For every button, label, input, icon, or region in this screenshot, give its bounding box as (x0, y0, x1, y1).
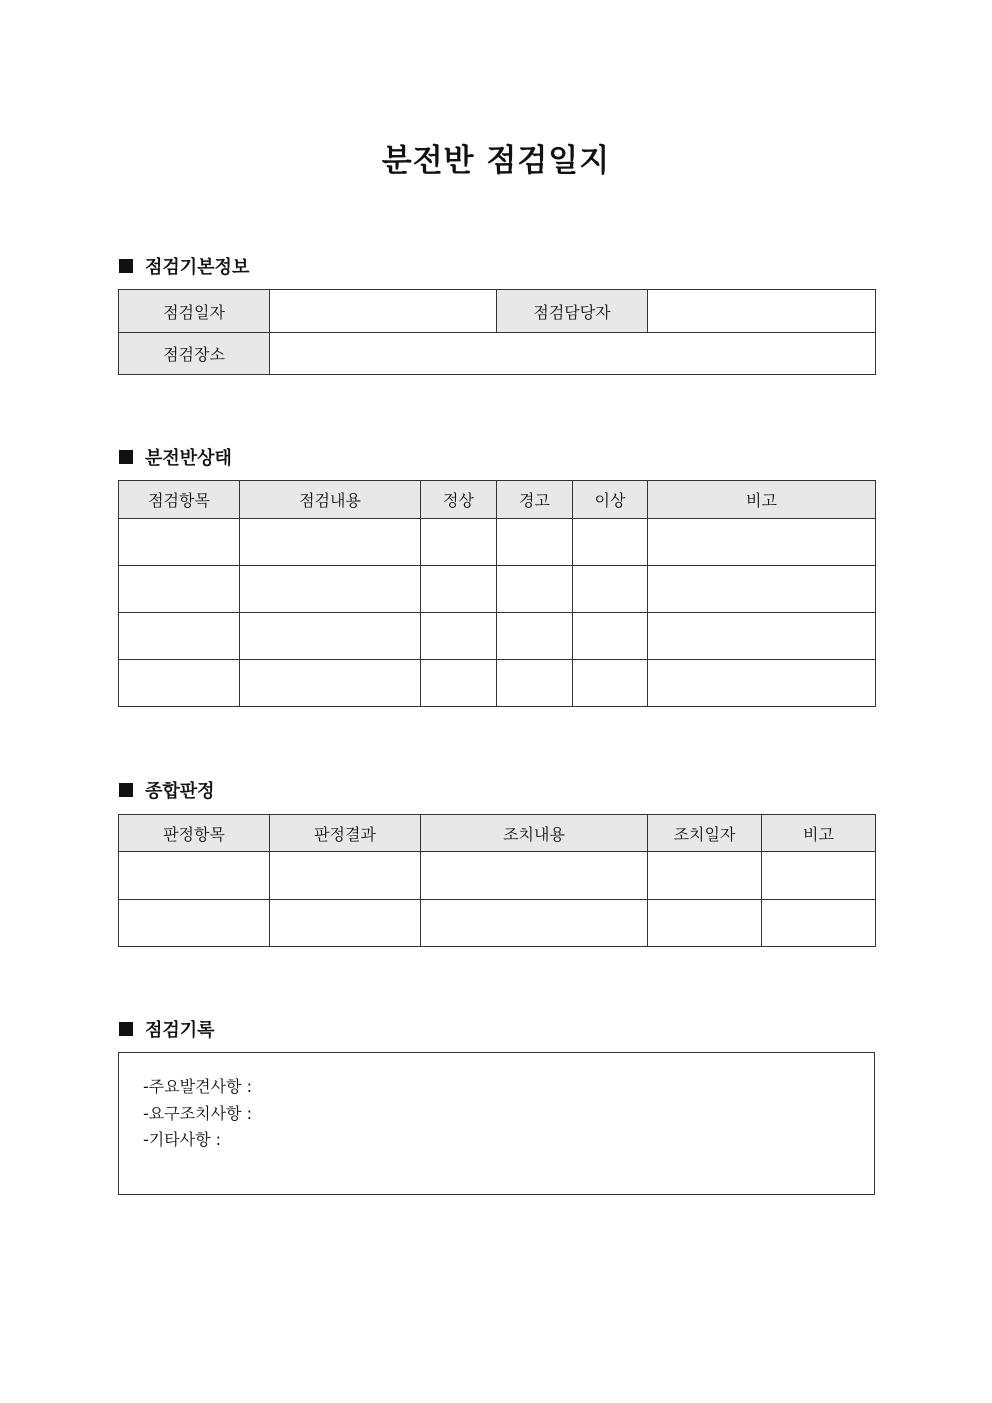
table-cell[interactable] (497, 613, 573, 660)
record-line-major-findings: -주요발견사항 : (143, 1077, 252, 1096)
table-cell[interactable] (421, 660, 497, 707)
table-header-row (119, 815, 876, 852)
table-cell[interactable] (270, 852, 421, 900)
table-cell[interactable] (240, 519, 421, 566)
table-cell[interactable] (119, 660, 240, 707)
table-cell[interactable] (119, 852, 270, 900)
section-heading-label: 점검기본정보 (145, 257, 250, 278)
location-field[interactable] (270, 333, 876, 375)
table-cell[interactable] (119, 566, 240, 613)
table-cell[interactable] (648, 900, 762, 947)
table-row (119, 519, 876, 566)
section-heading-basic-info (119, 253, 249, 279)
record-line-required-actions: -요구조치사항 : (143, 1104, 252, 1123)
table-cell[interactable] (648, 566, 876, 613)
square-bullet-icon (119, 450, 133, 464)
table-cell[interactable] (421, 900, 648, 947)
square-bullet-icon (119, 259, 133, 273)
table-row (119, 852, 876, 900)
table-cell[interactable] (648, 852, 762, 900)
table-cell[interactable] (573, 566, 648, 613)
header-inspection-item: 점검항목 (119, 481, 240, 519)
table-cell[interactable] (648, 613, 876, 660)
section-heading-label: 종합판정 (145, 781, 215, 802)
table-cell[interactable] (240, 613, 421, 660)
header-normal: 정상 (421, 481, 497, 519)
table-cell[interactable] (240, 566, 421, 613)
table-cell[interactable] (240, 660, 421, 707)
table-row (119, 660, 876, 707)
header-judgment-item: 판정항목 (119, 815, 270, 852)
record-line-other-notes: -기타사항 : (143, 1130, 222, 1149)
table-cell[interactable] (497, 660, 573, 707)
date-field[interactable] (270, 290, 497, 333)
table-row (119, 900, 876, 947)
table-header-row (119, 481, 876, 519)
header-abnormal: 이상 (573, 481, 648, 519)
table-row (119, 566, 876, 613)
inspection-record-box[interactable] (118, 1052, 875, 1195)
square-bullet-icon (119, 783, 133, 797)
header-remarks: 비고 (648, 481, 876, 519)
table-cell[interactable] (421, 566, 497, 613)
table-cell[interactable] (573, 613, 648, 660)
square-bullet-icon (119, 1022, 133, 1036)
table-cell[interactable] (648, 519, 876, 566)
table-cell[interactable] (573, 519, 648, 566)
table-cell[interactable] (119, 613, 240, 660)
table-cell[interactable] (497, 519, 573, 566)
table-cell[interactable] (119, 900, 270, 947)
table-cell[interactable] (573, 660, 648, 707)
header-judgment-result: 판정결과 (270, 815, 421, 852)
page-title: 분전반 점검일지 (381, 143, 611, 179)
table-cell[interactable] (421, 613, 497, 660)
table-cell[interactable] (497, 566, 573, 613)
table-cell[interactable] (421, 519, 497, 566)
table-row (119, 333, 876, 375)
date-label: 점검일자 (119, 290, 270, 333)
header-remarks: 비고 (762, 815, 876, 852)
table-cell[interactable] (270, 900, 421, 947)
table-cell[interactable] (648, 660, 876, 707)
section-heading-judgment (119, 777, 215, 803)
inspector-label: 점검담당자 (497, 290, 648, 333)
inspector-field[interactable] (648, 290, 876, 333)
judgment-table (118, 814, 876, 947)
header-warning: 경고 (497, 481, 573, 519)
location-label: 점검장소 (119, 333, 270, 375)
header-action-date: 조치일자 (648, 815, 762, 852)
table-cell[interactable] (119, 519, 240, 566)
header-inspection-content: 점검내용 (240, 481, 421, 519)
table-row (119, 613, 876, 660)
table-cell[interactable] (762, 900, 876, 947)
panel-status-table (118, 480, 876, 707)
section-heading-record (119, 1016, 215, 1042)
basic-info-table (118, 289, 876, 375)
section-heading-label: 분전반상태 (145, 448, 232, 469)
header-action-content: 조치내용 (421, 815, 648, 852)
table-cell[interactable] (421, 852, 648, 900)
section-heading-label: 점검기록 (145, 1020, 215, 1041)
section-heading-panel-status (119, 444, 232, 470)
table-row (119, 290, 876, 333)
table-cell[interactable] (762, 852, 876, 900)
